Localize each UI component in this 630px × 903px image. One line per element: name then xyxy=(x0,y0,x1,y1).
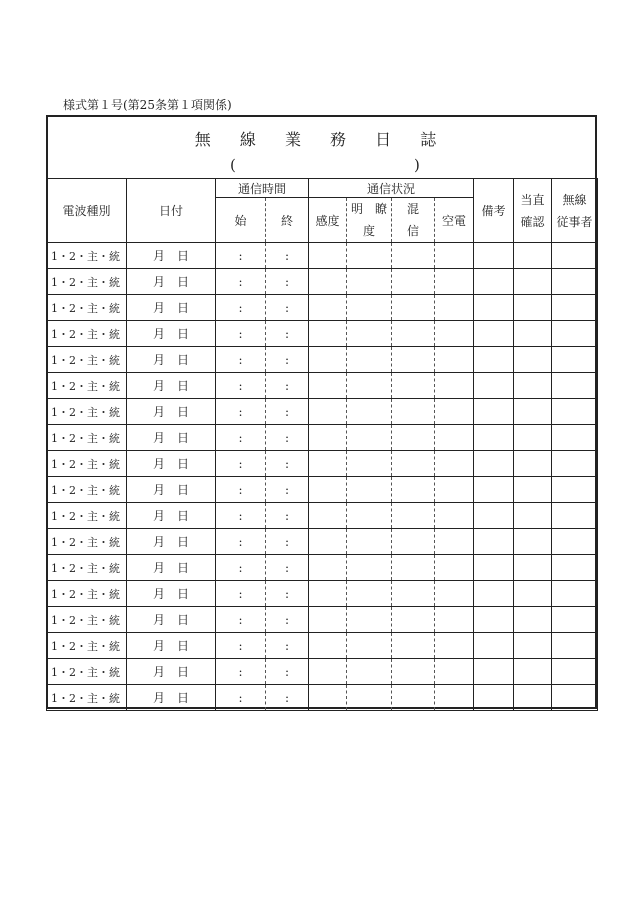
clarity-cell[interactable] xyxy=(347,529,392,555)
start-time-cell[interactable]: : xyxy=(216,607,266,633)
wave-type-cell[interactable]: 1・2・主・統 xyxy=(47,399,127,425)
table-row xyxy=(47,243,598,269)
operator-cell[interactable] xyxy=(552,607,598,633)
wave-type-cell[interactable]: 1・2・主・統 xyxy=(47,529,127,555)
wave-type-cell[interactable]: 1・2・主・統 xyxy=(47,347,127,373)
table-row xyxy=(47,555,598,581)
interference-cell[interactable] xyxy=(392,347,435,373)
duty-check-cell[interactable] xyxy=(514,529,552,555)
static-cell[interactable] xyxy=(435,659,474,685)
remarks-cell[interactable] xyxy=(474,581,514,607)
sensitivity-cell[interactable] xyxy=(309,425,347,451)
date-cell[interactable]: 月 日 xyxy=(127,477,216,503)
clarity-cell[interactable] xyxy=(347,425,392,451)
header-date: 日付 xyxy=(127,179,216,243)
wave-type-cell[interactable]: 1・2・主・統 xyxy=(47,425,127,451)
operator-cell[interactable] xyxy=(552,321,598,347)
table-row xyxy=(47,581,598,607)
interference-cell[interactable] xyxy=(392,685,435,711)
date-cell[interactable]: 月 日 xyxy=(127,295,216,321)
duty-check-cell[interactable] xyxy=(514,581,552,607)
clarity-cell[interactable] xyxy=(347,581,392,607)
operator-cell[interactable] xyxy=(552,347,598,373)
table-row xyxy=(47,295,598,321)
wave-type-cell[interactable]: 1・2・主・統 xyxy=(47,321,127,347)
date-cell[interactable]: 月 日 xyxy=(127,451,216,477)
start-time-cell[interactable]: : xyxy=(216,581,266,607)
duty-check-cell[interactable] xyxy=(514,477,552,503)
start-time-cell[interactable]: : xyxy=(216,399,266,425)
duty-check-cell[interactable] xyxy=(514,503,552,529)
log-body xyxy=(47,243,598,711)
operator-cell[interactable] xyxy=(552,503,598,529)
end-time-cell[interactable]: : xyxy=(266,373,309,399)
clarity-cell[interactable] xyxy=(347,503,392,529)
clarity-cell[interactable] xyxy=(347,633,392,659)
interference-cell[interactable] xyxy=(392,633,435,659)
end-time-cell[interactable]: : xyxy=(266,243,309,269)
sensitivity-cell[interactable] xyxy=(309,321,347,347)
remarks-cell[interactable] xyxy=(474,555,514,581)
operator-cell[interactable] xyxy=(552,659,598,685)
static-cell[interactable] xyxy=(435,399,474,425)
wave-type-cell[interactable]: 1・2・主・統 xyxy=(47,243,127,269)
end-time-cell[interactable]: : xyxy=(266,607,309,633)
start-time-cell[interactable]: : xyxy=(216,243,266,269)
static-cell[interactable] xyxy=(435,269,474,295)
static-cell[interactable] xyxy=(435,529,474,555)
interference-cell[interactable] xyxy=(392,243,435,269)
date-cell[interactable]: 月 日 xyxy=(127,581,216,607)
sensitivity-cell[interactable] xyxy=(309,659,347,685)
table-row xyxy=(47,347,598,373)
wave-type-cell[interactable]: 1・2・主・統 xyxy=(47,581,127,607)
duty-check-cell[interactable] xyxy=(514,633,552,659)
remarks-cell[interactable] xyxy=(474,633,514,659)
clarity-cell[interactable] xyxy=(347,659,392,685)
interference-cell[interactable] xyxy=(392,477,435,503)
clarity-cell[interactable] xyxy=(347,555,392,581)
clarity-cell[interactable] xyxy=(347,347,392,373)
date-cell[interactable]: 月 日 xyxy=(127,373,216,399)
operator-cell[interactable] xyxy=(552,373,598,399)
table-row xyxy=(47,659,598,685)
header-wave-type: 電波種別 xyxy=(47,179,127,243)
wave-type-cell[interactable]: 1・2・主・統 xyxy=(47,269,127,295)
static-cell[interactable] xyxy=(435,295,474,321)
date-cell[interactable]: 月 日 xyxy=(127,243,216,269)
end-time-cell[interactable]: : xyxy=(266,477,309,503)
table-row xyxy=(47,399,598,425)
remarks-cell[interactable] xyxy=(474,243,514,269)
header-sensitivity: 感度 xyxy=(309,198,347,243)
end-time-cell[interactable]: : xyxy=(266,685,309,711)
operator-cell[interactable] xyxy=(552,399,598,425)
station-name-open-paren: ( xyxy=(230,156,236,174)
duty-check-cell[interactable] xyxy=(514,295,552,321)
header-end: 終 xyxy=(266,198,309,243)
start-time-cell[interactable]: : xyxy=(216,633,266,659)
operator-cell[interactable] xyxy=(552,425,598,451)
interference-cell[interactable] xyxy=(392,503,435,529)
wave-type-cell[interactable]: 1・2・主・統 xyxy=(47,659,127,685)
header-start: 始 xyxy=(216,198,266,243)
interference-cell[interactable] xyxy=(392,269,435,295)
interference-cell[interactable] xyxy=(392,425,435,451)
operator-cell[interactable] xyxy=(552,685,598,711)
form-label: 様式第１号(第25条第１項関係) xyxy=(63,98,232,112)
remarks-cell[interactable] xyxy=(474,269,514,295)
header-comm-time: 通信時間 xyxy=(216,179,309,198)
table-row xyxy=(47,269,598,295)
table-row xyxy=(47,607,598,633)
end-time-cell[interactable]: : xyxy=(266,425,309,451)
sensitivity-cell[interactable] xyxy=(309,503,347,529)
wave-type-cell[interactable]: 1・2・主・統 xyxy=(47,633,127,659)
static-cell[interactable] xyxy=(435,633,474,659)
date-cell[interactable]: 月 日 xyxy=(127,659,216,685)
operator-cell[interactable] xyxy=(552,555,598,581)
sensitivity-cell[interactable] xyxy=(309,269,347,295)
operator-cell[interactable] xyxy=(552,295,598,321)
static-cell[interactable] xyxy=(435,477,474,503)
interference-cell[interactable] xyxy=(392,399,435,425)
clarity-cell[interactable] xyxy=(347,451,392,477)
end-time-cell[interactable]: : xyxy=(266,503,309,529)
header-clarity: 明 瞭 度 xyxy=(347,198,392,243)
sensitivity-cell[interactable] xyxy=(309,451,347,477)
operator-cell[interactable] xyxy=(552,451,598,477)
wave-type-cell[interactable]: 1・2・主・統 xyxy=(47,477,127,503)
start-time-cell[interactable]: : xyxy=(216,451,266,477)
table-row xyxy=(47,321,598,347)
start-time-cell[interactable]: : xyxy=(216,555,266,581)
clarity-cell[interactable] xyxy=(347,477,392,503)
remarks-cell[interactable] xyxy=(474,321,514,347)
static-cell[interactable] xyxy=(435,555,474,581)
date-cell[interactable]: 月 日 xyxy=(127,269,216,295)
clarity-cell[interactable] xyxy=(347,269,392,295)
start-time-cell[interactable]: : xyxy=(216,295,266,321)
start-time-cell[interactable]: : xyxy=(216,373,266,399)
sensitivity-cell[interactable] xyxy=(309,243,347,269)
header-comm-status: 通信状況 xyxy=(309,179,474,198)
table-row xyxy=(47,451,598,477)
date-cell[interactable]: 月 日 xyxy=(127,633,216,659)
duty-check-cell[interactable] xyxy=(514,399,552,425)
operator-cell[interactable] xyxy=(552,633,598,659)
table-row xyxy=(47,685,598,711)
end-time-cell[interactable]: : xyxy=(266,269,309,295)
interference-cell[interactable] xyxy=(392,373,435,399)
operator-cell[interactable] xyxy=(552,477,598,503)
header-static: 空電 xyxy=(435,198,474,243)
header-operator: 無線 従事者 xyxy=(552,179,598,243)
wave-type-cell[interactable]: 1・2・主・統 xyxy=(47,607,127,633)
remarks-cell[interactable] xyxy=(474,347,514,373)
interference-cell[interactable] xyxy=(392,581,435,607)
duty-check-cell[interactable] xyxy=(514,347,552,373)
remarks-cell[interactable] xyxy=(474,685,514,711)
header-row-1 xyxy=(47,179,598,198)
table-row xyxy=(47,503,598,529)
static-cell[interactable] xyxy=(435,347,474,373)
duty-check-cell[interactable] xyxy=(514,607,552,633)
interference-cell[interactable] xyxy=(392,451,435,477)
end-time-cell[interactable]: : xyxy=(266,451,309,477)
static-cell[interactable] xyxy=(435,425,474,451)
static-cell[interactable] xyxy=(435,373,474,399)
interference-cell[interactable] xyxy=(392,607,435,633)
operator-cell[interactable] xyxy=(552,581,598,607)
date-cell[interactable]: 月 日 xyxy=(127,399,216,425)
remarks-cell[interactable] xyxy=(474,659,514,685)
remarks-cell[interactable] xyxy=(474,373,514,399)
interference-cell[interactable] xyxy=(392,659,435,685)
sensitivity-cell[interactable] xyxy=(309,295,347,321)
sensitivity-cell[interactable] xyxy=(309,347,347,373)
interference-cell[interactable] xyxy=(392,295,435,321)
log-sheet xyxy=(46,115,597,709)
date-cell[interactable]: 月 日 xyxy=(127,555,216,581)
clarity-cell[interactable] xyxy=(347,373,392,399)
end-time-cell[interactable]: : xyxy=(266,321,309,347)
table-row xyxy=(47,373,598,399)
sensitivity-cell[interactable] xyxy=(309,581,347,607)
start-time-cell[interactable]: : xyxy=(216,477,266,503)
start-time-cell[interactable]: : xyxy=(216,685,266,711)
operator-cell[interactable] xyxy=(552,243,598,269)
start-time-cell[interactable]: : xyxy=(216,347,266,373)
start-time-cell[interactable]: : xyxy=(216,425,266,451)
date-cell[interactable]: 月 日 xyxy=(127,529,216,555)
remarks-cell[interactable] xyxy=(474,399,514,425)
sensitivity-cell[interactable] xyxy=(309,555,347,581)
start-time-cell[interactable]: : xyxy=(216,321,266,347)
end-time-cell[interactable]: : xyxy=(266,659,309,685)
date-cell[interactable]: 月 日 xyxy=(127,685,216,711)
table-row xyxy=(47,529,598,555)
sensitivity-cell[interactable] xyxy=(309,477,347,503)
clarity-cell[interactable] xyxy=(347,607,392,633)
interference-cell[interactable] xyxy=(392,555,435,581)
wave-type-cell[interactable]: 1・2・主・統 xyxy=(47,555,127,581)
clarity-cell[interactable] xyxy=(347,399,392,425)
interference-cell[interactable] xyxy=(392,321,435,347)
table-row xyxy=(47,425,598,451)
duty-check-cell[interactable] xyxy=(514,321,552,347)
start-time-cell[interactable]: : xyxy=(216,503,266,529)
sensitivity-cell[interactable] xyxy=(309,633,347,659)
clarity-cell[interactable] xyxy=(347,685,392,711)
wave-type-cell[interactable]: 1・2・主・統 xyxy=(47,295,127,321)
static-cell[interactable] xyxy=(435,451,474,477)
end-time-cell[interactable]: : xyxy=(266,555,309,581)
table-row xyxy=(47,633,598,659)
remarks-cell[interactable] xyxy=(474,477,514,503)
clarity-cell[interactable] xyxy=(347,321,392,347)
end-time-cell[interactable]: : xyxy=(266,581,309,607)
header-duty-check: 当直 確認 xyxy=(514,179,552,243)
start-time-cell[interactable]: : xyxy=(216,659,266,685)
header-interference: 混 信 xyxy=(392,198,435,243)
static-cell[interactable] xyxy=(435,503,474,529)
date-cell[interactable]: 月 日 xyxy=(127,607,216,633)
wave-type-cell[interactable]: 1・2・主・統 xyxy=(47,373,127,399)
static-cell[interactable] xyxy=(435,581,474,607)
remarks-cell[interactable] xyxy=(474,425,514,451)
duty-check-cell[interactable] xyxy=(514,425,552,451)
end-time-cell[interactable]: : xyxy=(266,399,309,425)
header-remarks: 備考 xyxy=(474,179,514,243)
end-time-cell[interactable]: : xyxy=(266,633,309,659)
remarks-cell[interactable] xyxy=(474,451,514,477)
station-name-close-paren: ) xyxy=(414,156,420,174)
static-cell[interactable] xyxy=(435,243,474,269)
date-cell[interactable]: 月 日 xyxy=(127,321,216,347)
table-row xyxy=(47,477,598,503)
sensitivity-cell[interactable] xyxy=(309,373,347,399)
interference-cell[interactable] xyxy=(392,529,435,555)
duty-check-cell[interactable] xyxy=(514,269,552,295)
static-cell[interactable] xyxy=(435,321,474,347)
page-title: 無 線 業 務 日 誌 xyxy=(194,130,449,149)
log-table xyxy=(46,178,598,711)
date-cell[interactable]: 月 日 xyxy=(127,503,216,529)
date-cell[interactable]: 月 日 xyxy=(127,425,216,451)
operator-cell[interactable] xyxy=(552,269,598,295)
clarity-cell[interactable] xyxy=(347,243,392,269)
end-time-cell[interactable]: : xyxy=(266,347,309,373)
start-time-cell[interactable]: : xyxy=(216,529,266,555)
duty-check-cell[interactable] xyxy=(514,685,552,711)
sensitivity-cell[interactable] xyxy=(309,607,347,633)
start-time-cell[interactable]: : xyxy=(216,269,266,295)
sensitivity-cell[interactable] xyxy=(309,685,347,711)
remarks-cell[interactable] xyxy=(474,503,514,529)
clarity-cell[interactable] xyxy=(347,295,392,321)
duty-check-cell[interactable] xyxy=(514,451,552,477)
static-cell[interactable] xyxy=(435,685,474,711)
operator-cell[interactable] xyxy=(552,529,598,555)
static-cell[interactable] xyxy=(435,607,474,633)
end-time-cell[interactable]: : xyxy=(266,529,309,555)
duty-check-cell[interactable] xyxy=(514,243,552,269)
duty-check-cell[interactable] xyxy=(514,373,552,399)
remarks-cell[interactable] xyxy=(474,529,514,555)
duty-check-cell[interactable] xyxy=(514,555,552,581)
date-cell[interactable]: 月 日 xyxy=(127,347,216,373)
wave-type-cell[interactable]: 1・2・主・統 xyxy=(47,451,127,477)
remarks-cell[interactable] xyxy=(474,607,514,633)
wave-type-cell[interactable]: 1・2・主・統 xyxy=(47,503,127,529)
end-time-cell[interactable]: : xyxy=(266,295,309,321)
sensitivity-cell[interactable] xyxy=(309,399,347,425)
duty-check-cell[interactable] xyxy=(514,659,552,685)
sensitivity-cell[interactable] xyxy=(309,529,347,555)
remarks-cell[interactable] xyxy=(474,295,514,321)
wave-type-cell[interactable]: 1・2・主・統 xyxy=(47,685,127,711)
